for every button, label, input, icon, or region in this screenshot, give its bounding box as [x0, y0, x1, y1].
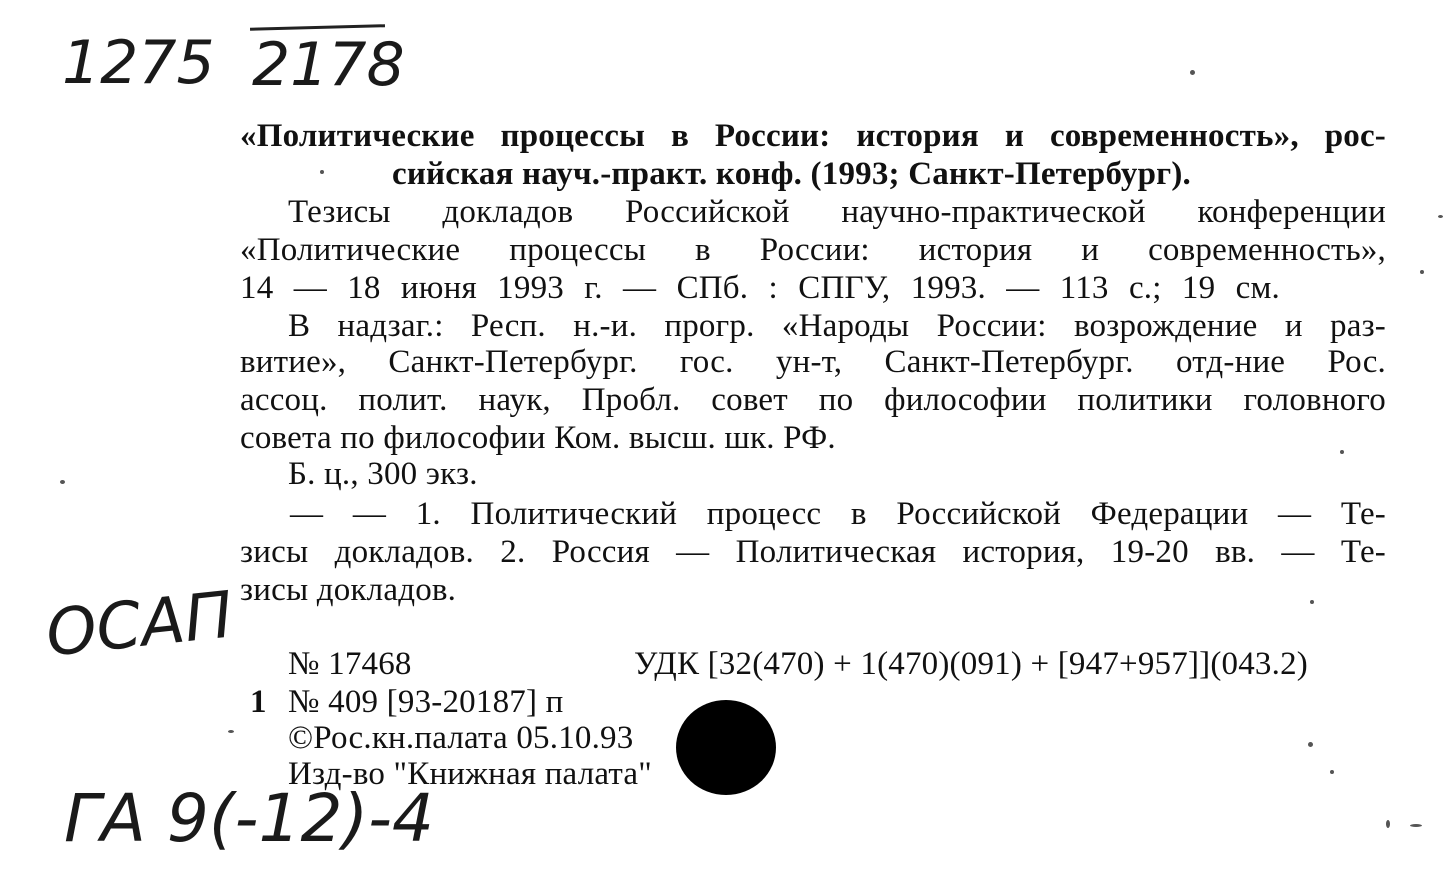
body-line-8: Б. ц., 300 экз. — [288, 456, 478, 492]
udk-code: УДК [32(470) + 1(470)(091) + [947+957]](043.2) — [634, 646, 1308, 682]
title-line-2: сийская науч.-практ. конф. (1993; Санкт-Петербург). — [392, 156, 1191, 192]
handwritten-number-2: 2178 — [252, 30, 405, 100]
body-line-4: В надзаг.: Респ. н.-и. прогр. «Народы России: возрождение и раз- — [288, 308, 1386, 344]
body-line-7: совета по философии Ком. высш. шк. РФ. — [240, 420, 836, 456]
body-line-5: витие», Санкт-Петербург. гос. ун-т, Санкт-Петербург. отд-ние Рос. — [240, 344, 1386, 380]
body-line-10: зисы докладов. 2. Россия — Политическая история, 19-20 вв. — Те- — [240, 534, 1386, 570]
body-line-9: — — 1. Политический процесс в Российской Федерации — Те- — [290, 496, 1386, 532]
body-line-1: Тезисы докладов Российской научно-практической конференции — [288, 194, 1386, 230]
handwritten-number-1: 1275 — [62, 28, 215, 98]
card-number: № 17468 — [288, 646, 412, 682]
handwritten-mark-bottom: ГА 9(-12)-4 — [64, 780, 434, 857]
title-line-1: «Политические процессы в России: история и современность», рос- — [240, 118, 1386, 154]
ink-blot — [676, 700, 776, 795]
handwritten-mark-osap: ОСАП — [42, 578, 237, 672]
body-line-2: «Политические процессы в России: история и современность», — [240, 232, 1386, 268]
publisher-line: Изд-во "Книжная палата" — [288, 756, 652, 792]
registration-number: № 409 [93-20187] п — [288, 684, 564, 720]
body-line-6: ассоц. полит. наук, Пробл. совет по философии политики головного — [240, 382, 1386, 418]
copyright-line: ©Рос.кн.палата 05.10.93 — [288, 720, 634, 756]
body-line-3: 14 — 18 июня 1993 г. — СПб. : СПГУ, 1993. — 113 с.; 19 см. — [240, 270, 1280, 306]
body-line-11: зисы докладов. — [240, 572, 457, 608]
margin-mark: 1 — [250, 684, 267, 720]
